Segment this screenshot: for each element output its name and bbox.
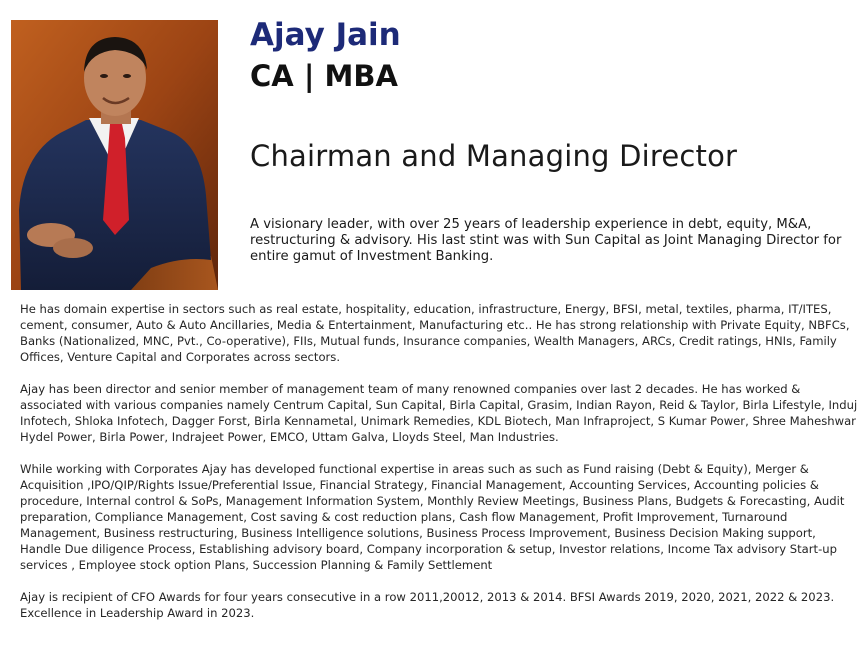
- profile-photo-illustration: [11, 20, 218, 290]
- person-role: Chairman and Managing Director: [250, 139, 738, 173]
- person-name: Ajay Jain: [250, 17, 401, 53]
- bio-section: [20, 301, 858, 637]
- bio-paragraph-awards: Ajay is recipient of CFO Awards for four years consecutive in a row 2011,20012, 2013 & 2014. BFSI Awards 2019, 2020, 2021, 2022 & 2023. Excellence in Leadership Award in 2023.: [20, 590, 835, 620]
- bio-paragraph-companies: Ajay has been director and senior member of management team of many renowned companies over last 2 decades. He has worked & associated with various companies namely Centrum Capital, Sun Capital, Birla Capital, Grasim, Indian Rayon, Reid & Taylor, Birla Lifestyle, Induj Infotech, Shloka Infotech, Dagger Forst, Birla Kennametal, Unimark Remedies, KDL Biotech, Man Infraproject, S Kumar Power, Shree Maheshwar Hydel Power, Birla Power, Indrajeet Power, EMCO, Uttam Galva, Lloyds Steel, Man Industries.: [20, 382, 858, 444]
- person-credentials: CA | MBA: [250, 59, 398, 93]
- bio-paragraph-domain-expertise: He has domain expertise in sectors such as real estate, hospitality, education, infrastructure, Energy, BFSI, metal, textiles, pharma, IT/ITES, cement, consumer, Auto & Auto Ancillaries, Media & Entertainment, Manufacturing etc.. He has strong relationship with Private Equity, NBFCs, Banks (Nationalized, MNC, Pvt., Co-operative), FIIs, Mutual funds, Insurance companies, Wealth Managers, ARCs, Credit ratings, HNIs, Family Offices, Venture Capital and Corporates across sectors.: [20, 302, 850, 364]
- profile-photo: [11, 20, 218, 290]
- intro-paragraph: A visionary leader, with over 25 years of leadership experience in debt, equity, M&A, restructuring & advisory. His last stint was with Sun Capital as Joint Managing Director for entire gamut of Investment Banking.: [250, 217, 842, 264]
- bio-paragraph-functional-expertise: While working with Corporates Ajay has developed functional expertise in areas such as such as Fund raising (Debt & Equity), Merger & Acquisition ,IPO/QIP/Rights Issue/Preferential Issue, Financial Strategy, Financial Management, Accounting Services, Accounting policies & procedure, Internal control & SoPs, Management Information System, Monthly Review Meetings, Business Plans, Budgets & Forecasting, Audit preparation, Compliance Management, Cost saving & cost reduction plans, Cash flow Management, Profit Improvement, Turnaround Management, Business restructuring, Business Intelligence solutions, Business Process Improvement, Business Decision Making support, Handle Due diligence Process, Establishing advisory board, Company incorporation & setup, Investor relations, Income Tax advisory Start-up services , Employee stock option Plans, Succession Planning & Family Settlement: [20, 462, 845, 572]
